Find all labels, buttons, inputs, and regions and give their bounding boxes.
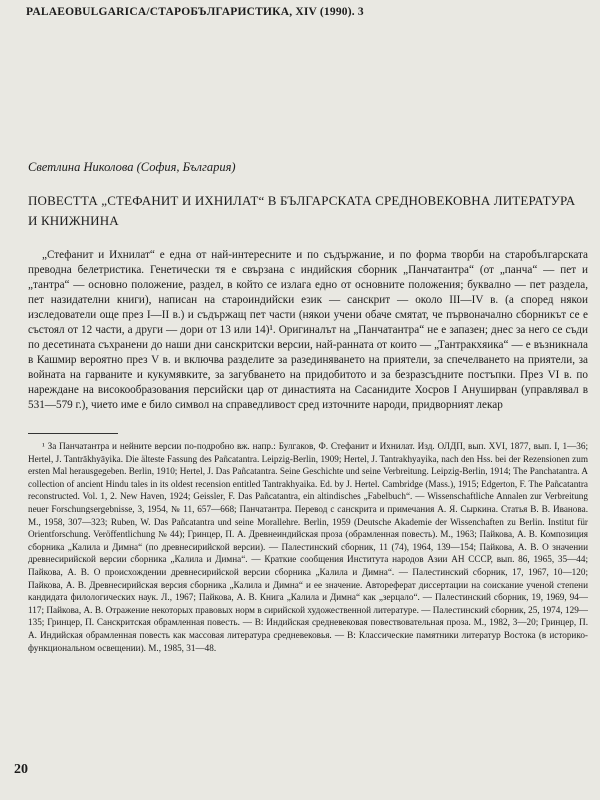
article-title: ПОВЕСТТА „СТЕФАНИТ И ИХНИЛАТ“ В БЪЛГАРСКАТА СРЕДНОВЕКОВНА ЛИТЕРАТУРА И КНИЖНИНА bbox=[28, 193, 576, 228]
article-author: Светлина Николова (София, България) bbox=[28, 160, 236, 174]
footnote: ¹ За Панчатантра и нейните версии по-подробно вж. напр.: Булгаков, Ф. Стефанит и Ихнилат. Изд. ОЛДП, вып. XVI, 1877, вып. I, 1—36; Hertel, J. Tantrākhyāyika. Die älteste Fassung des Pañcatantra. Leipzig-Berlin, 1909; Hertel, J. Tantrakhyayika, nach den Hss. bei der Rezensionen zum ersten Mal herausgegeben. Berlin, 1910; Hertel, J. Das Pañcatantra. Seine Geschichte und seine Verbreitung. Leipzig-Berlin, 1914; The Panchatantra. A collection of ancient Hindu tales in its oldest recension entitled Tantrakhyaika. Ed. by J. Hertel. Cambridge (Mass.), 1915; Edgerton, F. The Pañcatantra reconstructed. Vol. 1, 2. New Haven, 1924; Geissler, F. Das Pañcatantra, ein altindisches „Fabelbuch“. — Wissenschaftliche Annalen zur Verbreitung neuer Forschungsergebnisse, 3, 1954, № 11, 657—668; Панчатантра. Перевод с санскрита и примечания А. Я. Сыркина. Статья В. В. Иванова. М., 1958, 307—323; Ruben, W. Das Pañcatantra und seine Morallehre. Berlin, 1959 (Deutsche Akademie der Wissenchaften zu Berlin. Institut für Orientforschung. Veröffentlichung № 44); Гринцер, П. А. Древнеиндийская проза (обрамленная повесть). М., 1963; Пайкова, А. В. Композиция сборника „Калила и Димна“ (по древнесирийской версии). — Палестинский сборник, 11 (74), 1964, 139—154; Пайкова, А. В. О значении древнесирийской версии сборника „Калила и Димна“. — Краткие сообщения Института народов Азии АН СССР, вып. 86, 1965, 35—44; Пайкова, А. В. О происхождении древнесирийской версии сборника „Калила и Димна“. — Палестинский сборник, 17, 1967, 10—120; Пайкова, А. В. Древнесирийская версия сборника „Калила и Димна“ и ее значение. Автореферат диссертации на соискание ученой степени кандидата филологических наук. Л., 1967; Пайкова, А. В. Книга „Калила и Димна“ как „зерцало“. — Палестинский сборник, 19, 1969, 94—117; Пайкова, А. В. Отражение некоторых правовых норм в сирийской художественной литературе. — Палестинский сборник, 25, 1974, 129—135; Гринцер, П. Санскритская обрамленная повесть. — В: Индийская средневековая повествовательная проза. М., 1982, 3—20; Гринцер, П. А. Индийская обрамленная повесть как массовая литература средневековья. — В: Классические памятники литератур Востока (в историко-функциональном освещении). М., 1985, 31—48. bbox=[28, 441, 588, 653]
page-number: 20 bbox=[14, 762, 28, 777]
article-body: „Стефанит и Ихнилат“ е една от най-интересните и по съдържание, и по форма творби на старобългарската преводна белетристика. Генетически тя е свързана с индийския сборник „Панчатантра“ (от „панча“ — пет и „тантра“ — основно положение, раздел, в който се излага едно от основните положения; буквално — пет раздела, пет назидателни книги), написан на староиндийски език — санскрит — около III—IV в. (а според някои изследователи още през I—II в.) и съдържащ пет части (някои учени обаче смятат, че първоначално сборникът се е състоял от 12 части, а други — дори от 13 или 14)¹. Оригиналът на „Панчатантра“ не е запазен; днес за него се съди по десетината съхранени до наши дни санскритски версии, най-ранната от които — „Тантракхяика“ — е възникнала в Кашмир вероятно през V в. и включва разделите за разединяването на приятели, за спечелването на приятели, за войната на гарваните и кукумявките, за загубването на придобитото и за безразсъдните постъпки. През VI в. по нареждане на високообразования персийски цар от династията на Сасанидите Хосров I Ануширван (управлявал в 531—579 г.), чието име е било символ на справедливост сред източните народи, придворният лекар bbox=[28, 249, 588, 411]
running-header: PALAEOBULGARICA/СТАРОБЪЛГАРИСТИКА, XIV (1990). 3 bbox=[26, 6, 364, 18]
footnote-divider bbox=[28, 433, 118, 434]
